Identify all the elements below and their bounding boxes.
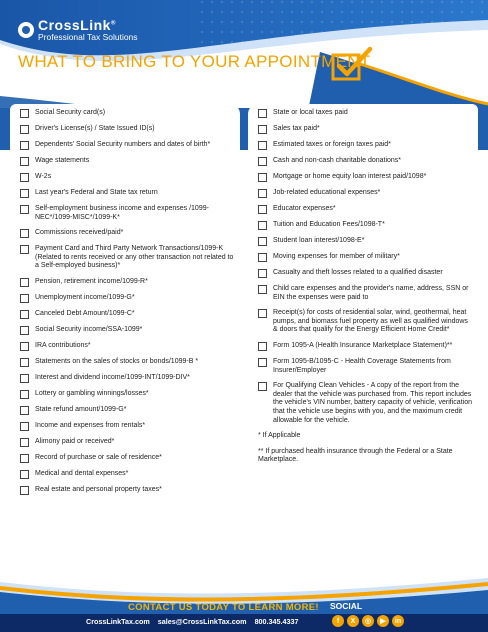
checkbox[interactable] [20,125,29,134]
checklist-item-label: Form 1095-A (Health Insurance Marketplace Statement)** [273,341,453,349]
checkbox[interactable] [20,205,29,214]
social-label: SOCIAL [330,601,363,611]
checklist-item [258,141,478,150]
checklist-item-label: IRA contributions* [35,341,91,349]
checkbox[interactable] [20,310,29,319]
checkbox[interactable] [20,245,29,254]
footnote-marketplace: ** If purchased health insurance through the Federal or a State Marketplace. [258,447,453,464]
checklist-item-label: Canceled Debt Amount/1099-C* [35,309,135,317]
checklist-item-label: Lottery or gambling winnings/losses* [35,389,149,397]
checklist-item-label: Interest and dividend income/1099-INT/1099-DIV* [35,373,190,381]
checklist-item-label: Estimated taxes or foreign taxes paid* [273,141,391,148]
checklist-item [258,173,478,182]
checklist-item-label: Mortgage or home equity loan interest paid/1098* [273,173,427,180]
checkbox[interactable] [20,422,29,431]
instagram-icon[interactable]: ◎ [362,615,374,627]
checkbox[interactable] [20,342,29,351]
checklist-item [20,173,240,182]
checkbox[interactable] [20,173,29,182]
checkbox[interactable] [20,278,29,287]
checkbox[interactable] [20,374,29,383]
checklist-item-label: Job-related educational expenses* [273,189,381,196]
checkbox[interactable] [258,309,267,318]
checklist-item [20,229,240,238]
checklist-item [20,294,240,303]
checkbox[interactable] [20,229,29,238]
checkbox[interactable] [258,269,267,278]
checklist-item-label: Dependents' Social Security numbers and dates of birth* [35,141,211,148]
checklist-item-label: Alimony paid or received* [35,437,115,445]
checkbox[interactable] [20,406,29,415]
youtube-icon[interactable]: ▶ [377,615,389,627]
checkbox[interactable] [20,189,29,198]
checklist-item [258,309,478,335]
checklist-item-label: Income and expenses from rentals* [35,421,146,429]
checklist-item-label: Wage statements [35,157,90,164]
checkbox[interactable] [258,221,267,230]
checklist-item [20,157,240,166]
checklist-item-label: W-2s [35,173,52,180]
checklist-item [258,342,478,351]
checklist-item [258,221,478,230]
checklist-item [258,382,478,425]
checkbox[interactable] [258,109,267,118]
checklist-item-label: Statements on the sales of stocks or bonds/1099-B * [35,357,199,365]
footnotes [248,432,478,465]
checkbox[interactable] [20,454,29,463]
checklist-item [258,157,478,166]
checkbox[interactable] [258,157,267,166]
checklist-item [20,125,240,134]
checklist-item [20,310,240,319]
checklist-item-label: Form 1095-B/1095-C - Health Coverage Statements from Insurer/Employer [273,357,451,374]
checkbox[interactable] [20,326,29,335]
checklist-item [258,189,478,198]
checklist-item-label: Commissions received/paid* [35,229,124,237]
checkbox[interactable] [258,358,267,367]
checklist-item [20,278,240,287]
checklist-item [258,285,478,302]
checklist-item [20,454,240,463]
checklist-item [20,245,240,271]
checklist-item [20,390,240,399]
checklist-item-label: For Qualifying Clean Vehicles - A copy of the report from the dealer that the vehicle was purchased from. This report includes the vehicle's VIN number, battery capacity of vehicle, verification that the vehicle use begins with you, and the maximum credit allowable for the vehicle. [273,382,472,424]
facebook-icon[interactable]: f [332,615,344,627]
checklist-item [20,438,240,447]
checklist-item-label: Record of purchase or sale of residence* [35,453,162,461]
brand-name: CrossLink® [38,17,116,33]
checklist-item [20,141,240,150]
checklist-item-label: Child care expenses and the provider's name, address, SSN or EIN the expenses were paid to [273,285,469,301]
checklist-item-label: Receipt(s) for costs of residential solar, wind, geothermal, heat pumps, and biomass fuel property as well as qualified windows & doors that qualify for the Energy Efficient Home Credit* [273,309,468,334]
x-icon[interactable]: X [347,615,359,627]
checkmark-icon [330,46,374,84]
checklist-item [258,205,478,214]
checklist-item-label: Payment Card and Third Party Network Transactions/1099-K (Related to rents received or any other transaction not related to a Self-employed business)* [35,245,234,270]
title-row [18,52,370,72]
brand-logo [18,18,138,42]
checkbox[interactable] [20,358,29,367]
checklist-item-label: Social Security income/SSA-1099* [35,325,143,333]
checklist-item-label: State refund amount/1099-G* [35,405,127,413]
checklist-item-label: Self-employment business income and expenses /1099-NEC*/1099-MISC*/1099-K* [35,205,209,221]
contact-cta: CONTACT US TODAY TO LEARN MORE! [128,602,319,613]
checklist-item [20,358,240,367]
email-link[interactable]: sales@CrossLinkTax.com [157,617,247,626]
checklist-item-label: State or local taxes paid [273,109,348,116]
checklist-item-label: Cash and non-cash charitable donations* [273,157,402,164]
contact-info [86,617,299,626]
crosslink-logo-icon [18,22,34,38]
checkbox[interactable] [258,173,267,182]
checklist-item-label: Last year's Federal and State tax return [35,189,158,196]
checklist-item [20,109,240,118]
checklist-item-label: Student loan interest/1098-E* [273,237,365,244]
checklist-item-label: Unemployment income/1099-G* [35,293,135,301]
checklist-item [20,205,240,222]
checkbox[interactable] [258,285,267,294]
checklist-item [20,470,240,479]
linkedin-icon[interactable]: in [392,615,404,627]
checkbox[interactable] [258,253,267,262]
checklist-item [20,189,240,198]
checkbox[interactable] [20,390,29,399]
checkbox[interactable] [20,438,29,447]
left-checklist [10,104,240,495]
right-checklist-panel [248,104,478,564]
page-title: WHAT TO BRING TO YOUR APPOINTMENT [18,52,371,71]
checklist-item-label: Tuition and Education Fees/1098-T* [273,221,385,228]
brand-tagline: Professional Tax Solutions [38,32,138,42]
checkbox[interactable] [258,205,267,214]
social-icons [332,615,404,627]
checkbox[interactable] [258,237,267,246]
checklist-item-label: Sales tax paid* [273,125,320,132]
footer [0,574,488,632]
checklist-item-label: Driver's License(s) / State Issued ID(s) [35,125,155,132]
checklist-item-label: Social Security card(s) [35,109,106,116]
checkbox[interactable] [20,294,29,303]
checkbox[interactable] [258,189,267,198]
checkbox[interactable] [20,141,29,150]
checkbox[interactable] [20,109,29,118]
footnote-if-applicable: * If Applicable [258,432,301,440]
checkbox[interactable] [258,342,267,351]
checklist-item-label: Real estate and personal property taxes* [35,485,162,493]
checklist-item [20,406,240,415]
checklist-item [20,342,240,351]
checklist-item [258,253,478,262]
checkbox[interactable] [258,382,267,391]
checklist-item-label: Casualty and theft losses related to a qualified disaster [273,269,443,276]
checkbox[interactable] [258,141,267,150]
phone-number[interactable]: 800.345.4337 [254,617,299,626]
checkbox[interactable] [258,125,267,134]
checklist-item [20,374,240,383]
checklist-item-label: Moving expenses for member of military* [273,253,400,260]
checklist-item [258,237,478,246]
checklist-item [258,358,478,375]
checklist-item [258,109,478,118]
checkbox[interactable] [20,157,29,166]
left-checklist-panel [10,104,240,574]
right-checklist [248,104,478,425]
checkbox[interactable] [20,470,29,479]
checklist-item [258,125,478,134]
checklist-item [20,422,240,431]
checklist-item [258,269,478,278]
checklist-item [20,326,240,335]
checklist-item-label: Educator expenses* [273,205,336,212]
checkbox[interactable] [20,486,29,495]
checklist-item-label: Pension, retirement income/1099-R* [35,277,148,285]
checklist-item-label: Medical and dental expenses* [35,469,129,477]
checklist-item [20,486,240,495]
website-link[interactable]: CrossLinkTax.com [86,617,150,626]
